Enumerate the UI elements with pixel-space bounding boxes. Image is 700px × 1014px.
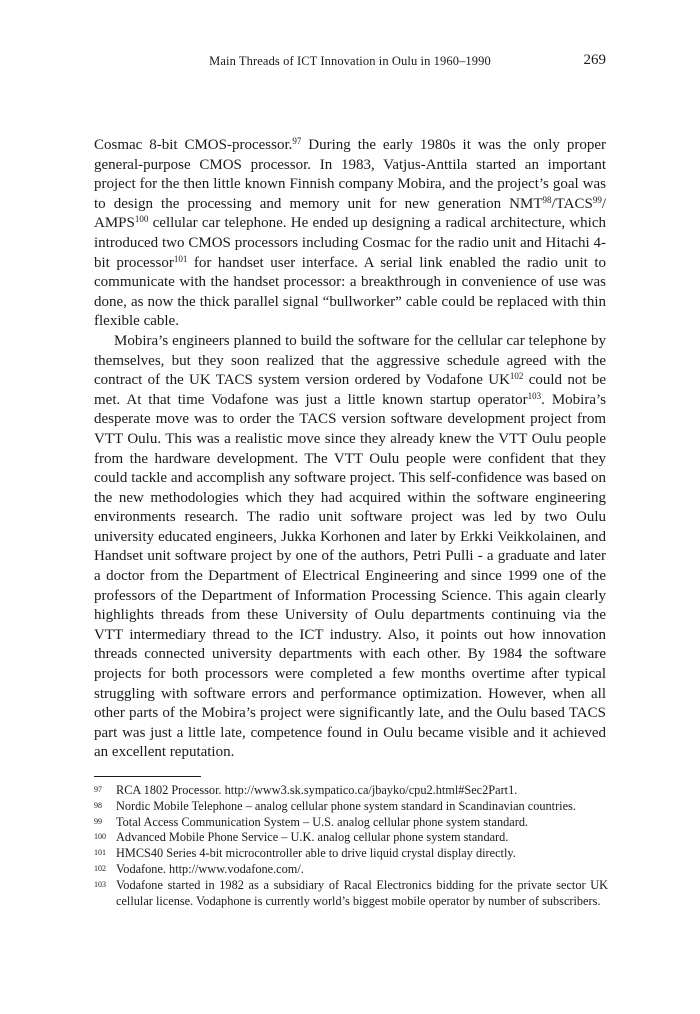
- footnote-ref-97[interactable]: 97: [292, 136, 302, 146]
- footnote-99: [94, 815, 608, 831]
- footnote-ref-98[interactable]: 98: [542, 194, 552, 205]
- footnote-ref-103[interactable]: 103: [527, 390, 542, 401]
- footnote-97: [94, 783, 608, 799]
- footnote-number: 99: [94, 816, 102, 826]
- footnote-text: Nordic Mobile Telephone – analog cellular phone system standard in Scandinavian countries.: [116, 798, 576, 813]
- footnote-number: 101: [94, 848, 106, 858]
- page-header: [0, 52, 700, 74]
- footnotes: [94, 783, 608, 909]
- footnote-98: [94, 799, 608, 815]
- footnote-text: Vodafone started in 1982 as a subsidiary of Racal Electronics bidding for the private sector UK cellular license. Vodaphone is currently world’s biggest mobile operator by number of subscribers.: [116, 877, 608, 908]
- footnote-text: Advanced Mobile Phone Service – U.K. analog cellular phone system standard.: [116, 830, 509, 845]
- paragraph-2: Mobira’s engineers planned to build the software for the cellular car telephone by themselves, but they soon realized that the aggressive schedule agreed with the contract of the UK TACS system version ordered by Vodafone UK$^{102}$ could not be met. At that time Vodafone was just a little known startup operator$^{103}$. Mobira’s desperate move was to order the TACS version software development project from VTT Oulu. This was a realistic move since they already knew the VTT Oulu people from the hardware development. The VTT Oulu people were confident that they could tackle and accomplish any software project. This self-confidence was based on the new methodologies which they had acquired within the software engineering environments research. The radio unit software project was led by two Oulu university educated engineers, Jukka Korhonen and later by Erkki Veikkolainen, and Handset unit software project by one of the authors, Petri Pulli - a graduate and later a doctor from the Department of Electrical Engineering and since 1999 one of the professors of the Department of Information Processing Science. This again clearly highlights threads from these University of Oulu departments continuing via the VTT intermediary thread to the ICT industry. Also, it points out how innovation threads connected university departments with each other. By 1984 the software projects for both processors were completed a few months overtime after typical struggling with software errors and performance optimization. However, when all other parts of the Mobira’s project were significantly late, and the Oulu based TACS part was just a little late, competence found in Oulu became visible and it achieved an excellent reputation.: [94, 332, 606, 761]
- footnote-number: 100: [94, 832, 106, 842]
- footnote-ref-100[interactable]: 100: [134, 214, 149, 225]
- paragraph-1: Cosmac 8-bit CMOS-processor.$^{97}$ During the early 1980s it was the only proper general-purpose CMOS processor. In 1983, Vatjus-Anttila started an important project for the then little known Finnish company Mobira, and the project’s goal was to design the processing and memory unit for new generation NMT$^{98}$/TACS$^{99}$/ AMPS$^{100}$ cellular car telephone. He ended up designing a radical architecture, which introduced two CMOS processors including Cosmac for the radio unit and Hitachi 4-bit processor$^{101}$ for handset user interface. A serial link enabled the radio unit to communicate with the handset processor: a breakthrough in convenience of use was done, as now the thick parallel signal “bullworker” cable could be replaced with thin flexible cable.: [94, 136, 606, 330]
- footnote-text: Vodafone. http://www.vodafone.com/.: [116, 861, 304, 876]
- footnote-text: HMCS40 Series 4-bit microcontroller able to drive liquid crystal display directly.: [116, 846, 516, 861]
- footnote-100: [94, 830, 608, 846]
- page-number: 269: [583, 52, 606, 68]
- footnote-ref-99[interactable]: 99: [592, 194, 602, 205]
- footnote-101: [94, 846, 608, 862]
- footnote-number: 103: [94, 879, 106, 889]
- footnote-102: [94, 862, 608, 878]
- footnote-number: 97: [94, 785, 102, 794]
- footnote-ref-101[interactable]: 101: [173, 253, 188, 264]
- footnote-number: 98: [94, 800, 102, 810]
- running-title: Main Threads of ICT Innovation in Oulu in 1960–1990: [209, 54, 491, 68]
- footnote-103: [94, 878, 608, 910]
- footnote-number: 102: [94, 863, 106, 873]
- footnote-ref-102[interactable]: 102: [509, 371, 524, 382]
- footnote-divider: [94, 776, 201, 777]
- body-text: [94, 136, 606, 763]
- footnote-text: Total Access Communication System – U.S. analog cellular phone system standard.: [116, 814, 529, 829]
- footnote-text: RCA 1802 Processor. http://www3.sk.sympatico.ca/jbayko/cpu2.html#Sec2Part1.: [116, 783, 518, 797]
